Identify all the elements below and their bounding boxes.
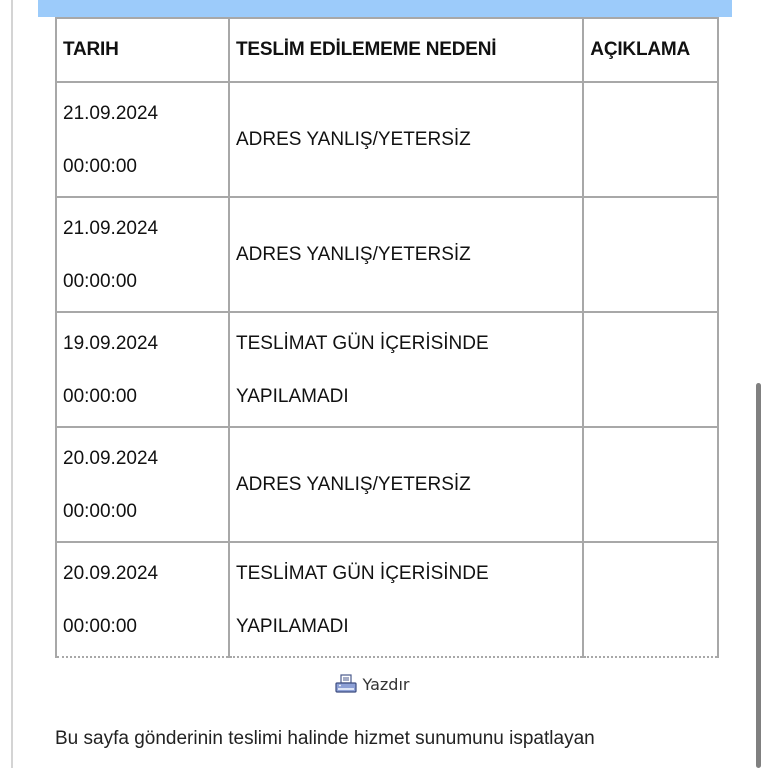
date-cell — [56, 542, 229, 657]
description-cell — [583, 82, 718, 197]
table-row — [56, 82, 718, 197]
time-value: 00:00:00 — [63, 385, 137, 407]
reason-value-line1: TESLİMAT GÜN İÇERİSİNDE — [236, 562, 489, 584]
description-cell — [583, 312, 718, 427]
date-cell — [56, 197, 229, 312]
reason-cell — [229, 312, 583, 427]
column-header-description: AÇIKLAMA — [583, 18, 718, 82]
reason-value-line1: TESLİMAT GÜN İÇERİSİNDE — [236, 332, 489, 354]
reason-value-line2: YAPILAMADI — [236, 615, 349, 637]
table-row — [56, 312, 718, 427]
time-value: 00:00:00 — [63, 615, 137, 637]
delivery-attempts-table — [55, 17, 719, 658]
reason-value: ADRES YANLIŞ/YETERSİZ — [236, 129, 471, 150]
vertical-scrollbar[interactable] — [750, 0, 768, 768]
reason-value: ADRES YANLIŞ/YETERSİZ — [236, 474, 471, 495]
description-cell — [583, 197, 718, 312]
table-row — [56, 427, 718, 542]
table-row — [56, 197, 718, 312]
printer-icon — [335, 674, 357, 694]
date-value: 20.09.2024 — [63, 562, 159, 584]
reason-cell — [229, 427, 583, 542]
date-value: 21.09.2024 — [63, 217, 159, 239]
table-row — [56, 542, 718, 657]
date-cell — [56, 427, 229, 542]
reason-value-line2: YAPILAMADI — [236, 385, 349, 407]
time-value: 00:00:00 — [63, 270, 137, 292]
time-value: 00:00:00 — [63, 155, 137, 177]
table-header-row — [56, 18, 718, 82]
reason-cell — [229, 542, 583, 657]
print-button[interactable] — [335, 674, 410, 694]
print-row — [0, 674, 744, 699]
description-cell — [583, 427, 718, 542]
print-label: Yazdır — [362, 674, 410, 694]
description-cell — [583, 542, 718, 657]
date-cell — [56, 82, 229, 197]
column-header-reason: TESLİM EDİLEMEME NEDENİ — [229, 18, 583, 82]
date-cell — [56, 312, 229, 427]
date-value: 20.09.2024 — [63, 447, 159, 469]
date-value: 19.09.2024 — [63, 332, 159, 354]
scrollbar-thumb[interactable] — [756, 383, 761, 768]
footer-note: Bu sayfa gönderinin teslimi halinde hizmet sunumunu ispatlayan — [55, 728, 595, 749]
time-value: 00:00:00 — [63, 500, 137, 522]
delivery-attempts-table-container — [55, 17, 719, 658]
reason-value: ADRES YANLIŞ/YETERSİZ — [236, 244, 471, 265]
reason-cell — [229, 197, 583, 312]
table-title-bar — [38, 0, 732, 17]
column-header-date: TARIH — [56, 18, 229, 82]
reason-cell — [229, 82, 583, 197]
left-border-rule — [11, 0, 13, 768]
date-value: 21.09.2024 — [63, 102, 159, 124]
